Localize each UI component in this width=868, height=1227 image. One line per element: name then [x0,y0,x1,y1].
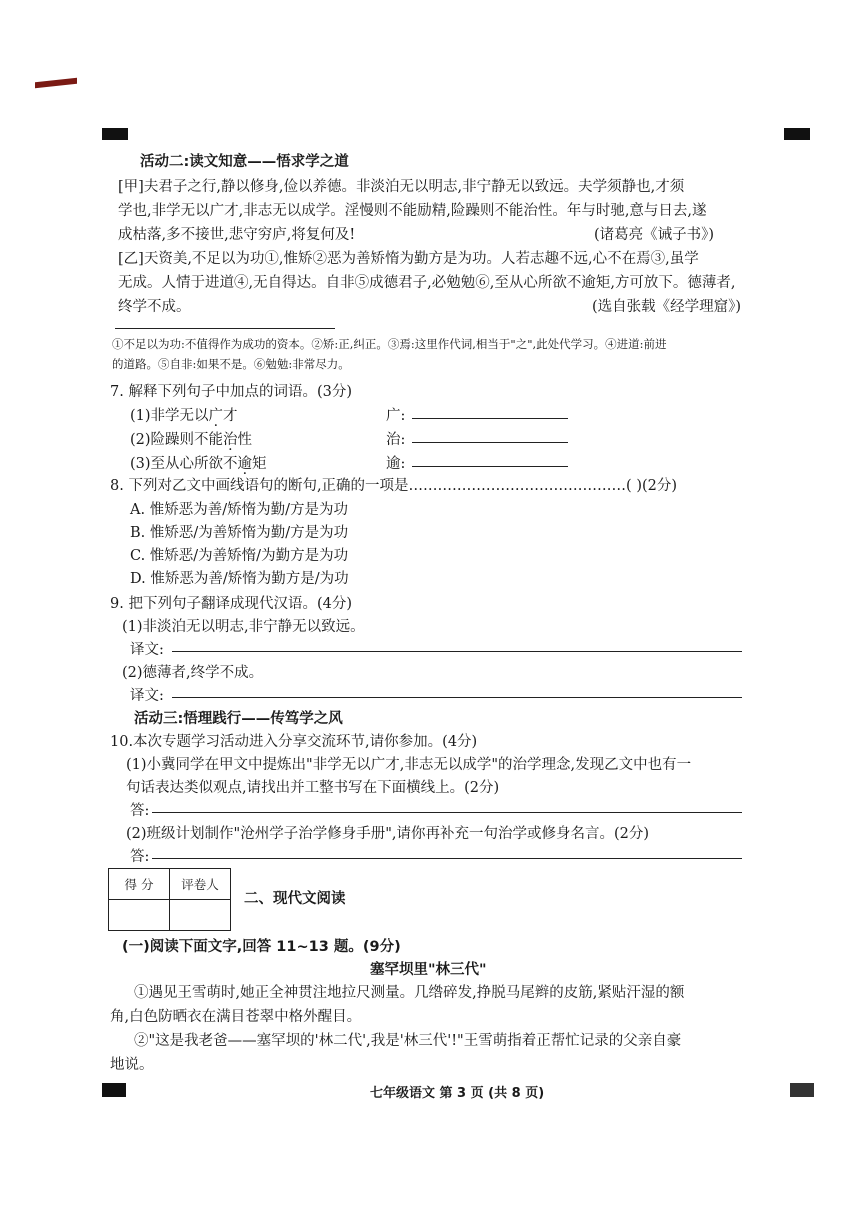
yi-line-1: [乙]天资美,不足以为功①,惟矫②恶为善矫惰为勤方是为功。人若志趣不远,心不在焉③,虽学 [118,251,699,267]
yi-line-2: 无成。人情于进道④,无自得达。自非⑤成德君子,必勉勉⑥,至从心所欲不逾矩,方可放下。德薄者, [118,275,736,291]
footnote-divider [115,328,335,329]
q10-sub2: (2)班级计划制作"沧州学子治学修身手册",请你再补充一句治学或修身名言。(2分) [126,826,650,842]
q7-label-2: 治: [386,432,406,448]
scan-red-mark [35,78,77,88]
jia-line-1: [甲]夫君子之行,静以修身,俭以养德。非淡泊无以明志,非宁静无以致远。夫学须静也,才须 [118,179,685,195]
q8-stem: 8. 下列对乙文中画线语句的断句,正确的一项是………………………………………( )(2分) [110,478,678,494]
score-header: 得 分 [109,869,170,900]
jia-line-2: 学也,非学无以广才,非志无以成学。淫慢则不能励精,险躁则不能治性。年与时驰,意与日去,遂 [118,203,707,219]
q8-option-a[interactable]: A. 惟矫恶为善/矫惰为勤/方是为功 [130,502,348,518]
q10-answer-line-1[interactable] [152,812,742,813]
para2-line-1: ②"这是我老爸——塞罕坝的'林二代',我是'林三代'!"王雪萌指着正帮忙记录的父亲自豪 [134,1033,682,1049]
yi-line-3: 终学不成。 [118,299,191,315]
registration-mark-bottom-left [102,1083,126,1097]
q10-sub1-line-2: 句话表达类似观点,请找出并工整书写在下面横线上。(2分) [126,780,500,796]
q9-answer-line-2[interactable] [172,697,742,698]
activity2-title: 活动二:读文知意——悟求学之道 [140,154,349,170]
q7-stem: 7. 解释下列句子中加点的词语。(3分) [110,384,352,400]
q9-translation-label-2: 译文: [130,688,164,704]
q7-answer-line-2[interactable] [412,442,568,443]
q10-sub1-line-1: (1)小冀同学在甲文中提炼出"非学无以广才,非志无以成学"的治学理念,发现乙文中也有一 [126,757,692,773]
jia-source: (诸葛亮《诫子书》) [594,227,715,243]
yi-source: (选自张载《经学理窟》) [592,299,742,315]
activity3-title: 活动三:悟理践行——传笃学之风 [134,711,343,727]
q8-option-b[interactable]: B. 惟矫恶/为善矫惰为勤/方是为功 [130,525,349,541]
q8-option-d[interactable]: D. 惟矫恶为善/矫惰为勤方是/为功 [130,571,349,587]
q7-answer-line-1[interactable] [412,418,568,419]
q10-answer-label-1: 答: [130,803,150,819]
q9-answer-line-1[interactable] [172,651,742,652]
q7-item-1: (1)非学无以广才 [130,408,238,424]
score-cell[interactable] [109,900,170,931]
dotted-word-2: 治 [223,432,238,448]
para2-line-2: 地说。 [110,1057,154,1073]
registration-mark-bottom-right [790,1083,814,1097]
grader-header: 评卷人 [170,869,231,900]
q7-answer-line-3[interactable] [412,466,568,467]
q10-answer-line-2[interactable] [152,858,742,859]
para1-line-1: ①遇见王雪萌时,她正全神贯注地拉尺测量。几绺碎发,挣脱马尾辫的皮筋,紧贴汗湿的额 [134,985,685,1001]
q10-answer-label-2: 答: [130,849,150,865]
q10-stem: 10.本次专题学习活动进入分享交流环节,请你参加。(4分) [110,734,478,750]
q9-translation-label-1: 译文: [130,642,164,658]
q7-item-3: (3)至从心所欲不逾矩 [130,456,267,472]
section2-title: 二、现代文阅读 [244,891,346,907]
article-title: 塞罕坝里"林三代" [370,962,487,978]
q7-label-3: 逾: [386,456,406,472]
q7-label-1: 广: [386,408,406,424]
dotted-word-3: 逾 [237,456,253,472]
q8-option-c[interactable]: C. 惟矫恶/为善矫惰/为勤方是为功 [130,548,349,564]
dotted-word-1: 广 [208,408,224,424]
footnote-line-1: ①不足以为功:不值得作为成功的资本。②矫:正,纠正。③焉:这里作代词,相当于"之",此处代学习。④进道:前进 [112,337,667,351]
registration-mark-top-left [102,128,128,140]
para1-line-2: 角,白色防晒衣在满目苍翠中格外醒目。 [110,1009,362,1025]
q7-item-2: (2)险躁则不能治性 [130,432,253,448]
registration-mark-top-right [784,128,810,140]
section2-subtitle: (一)阅读下面文字,回答 11~13 题。(9分) [122,939,401,955]
jia-line-3: 成枯落,多不接世,悲守穷庐,将复何及! [118,227,356,243]
q9-sentence-1: (1)非淡泊无以明志,非宁静无以致远。 [122,619,365,635]
q9-sentence-2: (2)德薄者,终学不成。 [122,665,264,681]
q9-stem: 9. 把下列句子翻译成现代汉语。(4分) [110,596,352,612]
grader-cell[interactable] [170,900,231,931]
score-table [108,868,231,931]
page-footer: 七年级语文 第 3 页 (共 8 页) [370,1086,545,1101]
footnote-line-2: 的道路。⑤自非:如果不是。⑥勉勉:非常尽力。 [112,357,350,371]
